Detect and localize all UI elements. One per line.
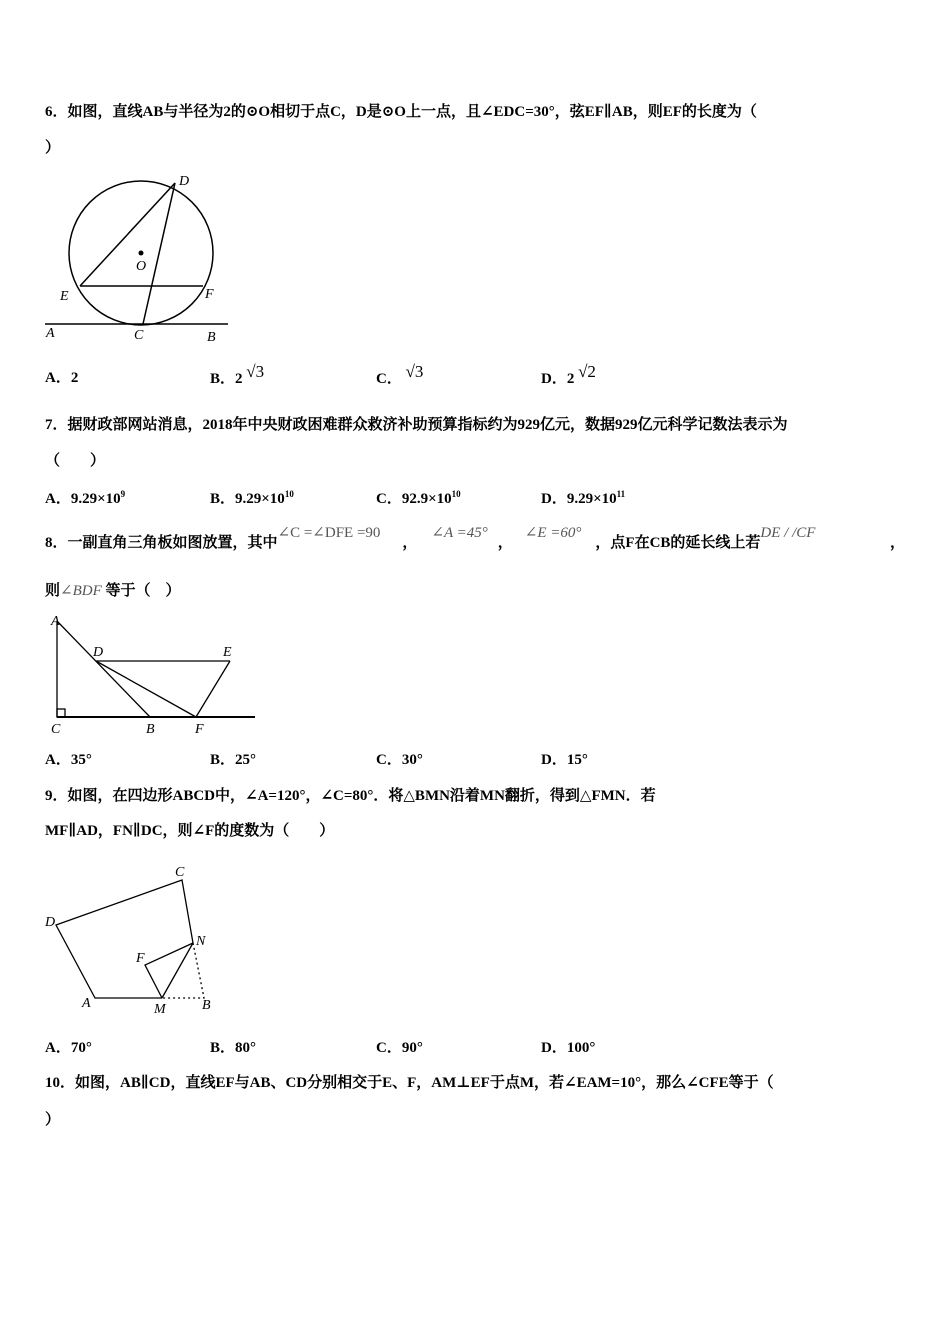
- q9-option-a[interactable]: A．70°: [45, 1040, 92, 1056]
- svg-text:A: A: [82, 996, 91, 1011]
- q6-option-d[interactable]: D．2 √2: [541, 362, 596, 387]
- q7-option-c[interactable]: C．$92.9\times 10^{10}$: [376, 489, 461, 507]
- q6-stem: 6．如图，直线AB与半径为2的⊙O相切于点C，D是⊙O上一点，且∠EDC=30°，弦EF∥AB，则EF的长度为（: [45, 104, 757, 120]
- svg-text:E: E: [223, 645, 232, 660]
- q7-option-d[interactable]: D．$9.29\times 10^{11}$: [541, 489, 626, 507]
- svg-text:F: F: [205, 287, 214, 302]
- svg-text:D: D: [93, 645, 104, 660]
- q7-stem-end: （ ）: [45, 453, 106, 469]
- q8-option-c[interactable]: C．30°: [376, 752, 423, 768]
- q7-option-a[interactable]: A．$9.29\times 10^9$: [45, 489, 126, 507]
- q8-option-a[interactable]: A．35°: [45, 752, 92, 768]
- svg-text:D: D: [45, 915, 56, 930]
- q6-segment-ed: [80, 183, 175, 286]
- q9-option-b[interactable]: B．80°: [210, 1040, 257, 1056]
- q8-stem-end: 则∠BDF 等于（ ）: [45, 583, 181, 599]
- svg-text:B: B: [146, 722, 155, 737]
- svg-text:C: C: [51, 722, 61, 737]
- q7-stem: 7．据财政部网站消息，2018年中央财政困难群众救济补助预算指标约为929亿元，数据929亿元科学记数法表示为: [45, 417, 788, 433]
- svg-text:C: C: [175, 865, 185, 880]
- svg-text:B: B: [207, 330, 216, 345]
- q8-stem: 8．一副直角三角板如图放置，其中∠C =∠DFE =90，∠A =45°，∠E =60°，点F在CB的延长线上若DE / /CF ，: [45, 525, 905, 551]
- q9-stem: 9．如图，在四边形ABCD中，∠A=120°，∠C=80°．将△BMN沿着MN翻折，得到△FMN．若: [45, 788, 656, 804]
- svg-text:A: A: [46, 326, 55, 341]
- q9-stem-end: MF∥AD，FN∥DC，则∠F的度数为（ ）: [45, 823, 335, 839]
- q6-circle: [69, 181, 213, 325]
- q6-option-b[interactable]: B．2 √3: [210, 362, 265, 387]
- svg-text:A: A: [51, 614, 60, 629]
- svg-text:O: O: [136, 259, 147, 274]
- q10-stem: 10．如图，AB∥CD，直线EF与AB、CD分别相交于E、F，AM⊥EF于点M，若∠EAM=10°，那么∠CFE等于（: [45, 1075, 774, 1091]
- q9-option-d[interactable]: D．100°: [541, 1040, 596, 1056]
- q8-option-d[interactable]: D．15°: [541, 752, 588, 768]
- q6-segment-dc: [143, 183, 175, 324]
- svg-text:C: C: [134, 328, 144, 343]
- svg-text:F: F: [195, 722, 204, 737]
- q7-option-b[interactable]: B．$9.29\times 10^{10}$: [210, 489, 294, 507]
- q9-option-c[interactable]: C．90°: [376, 1040, 423, 1056]
- svg-text:M: M: [154, 1002, 166, 1017]
- q6-option-c[interactable]: C． √3: [376, 362, 424, 387]
- q8-option-b[interactable]: B．25°: [210, 752, 257, 768]
- svg-text:E: E: [60, 289, 69, 304]
- q10-stem-end: ）: [45, 1112, 61, 1128]
- svg-text:B: B: [202, 998, 211, 1013]
- q6-option-a[interactable]: A．2: [45, 370, 79, 386]
- svg-text:F: F: [136, 951, 145, 966]
- svg-text:N: N: [196, 934, 206, 949]
- q6-stem-end: ）: [45, 140, 61, 156]
- svg-text:D: D: [179, 174, 190, 189]
